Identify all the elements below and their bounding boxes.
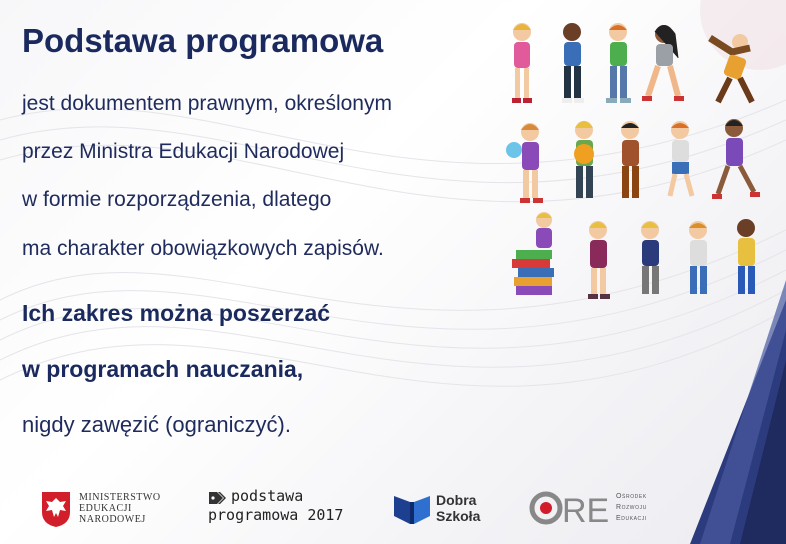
child-figure: [621, 121, 639, 198]
ministry-name: [79, 492, 161, 525]
ore-subtitle: [616, 491, 647, 524]
body-line-1: jest dokumentem prawnym, określonym: [22, 92, 392, 115]
books-stack: [512, 250, 554, 295]
children-illustration: [500, 18, 780, 310]
child-figure: [562, 23, 584, 103]
slide-title: Podstawa programowa: [22, 22, 384, 59]
child-figure: [642, 25, 684, 101]
child-figure: [574, 121, 594, 198]
emphasis-line-2: w programach nauczania,: [22, 356, 304, 382]
szkola-label: Szkoła: [436, 508, 481, 524]
ore-ring-icon: [528, 488, 610, 528]
polish-eagle-emblem: [40, 490, 72, 528]
ore-subtitle-line: Rozwoju: [616, 504, 647, 511]
emphasis-line-1: Ich zakres można poszerzać: [22, 300, 331, 326]
programowa-label: programowa 2017: [208, 506, 344, 524]
child-figure: [506, 123, 543, 203]
footer-logos: [0, 484, 786, 534]
child-figure: [512, 23, 532, 103]
child-figure: [689, 221, 707, 294]
child-figure: [710, 34, 752, 102]
child-figure: [712, 119, 760, 199]
ministry-name-line: NARODOWEJ: [79, 514, 146, 525]
ministry-name-line: MINISTERSTWO: [79, 492, 161, 503]
child-figure: [670, 121, 692, 196]
open-book-icon: [392, 490, 432, 526]
dobra-label: Dobra: [436, 492, 477, 508]
child-figure: [588, 221, 610, 299]
child-figure: [606, 23, 631, 103]
child-figure: [641, 221, 659, 294]
ore-subtitle-line: Edukacji: [616, 515, 647, 522]
child-figure: [737, 219, 755, 294]
child-figure: [536, 212, 552, 248]
ministry-name-line: EDUKACJI: [79, 503, 132, 514]
ore-subtitle-line: Ośrodek: [616, 493, 647, 500]
ore-wordmark: RE: [562, 492, 610, 528]
dobra-szkola-name: [436, 492, 480, 524]
tag-icon: [208, 490, 228, 506]
body-line-4: ma charakter obowiązkowych zapisów.: [22, 237, 384, 260]
podstawa-label: podstawa: [231, 487, 304, 505]
body-line-3: w formie rozporządzenia, dlatego: [22, 188, 332, 211]
closing-line: nigdy zawęzić (ograniczyć).: [22, 412, 291, 437]
body-line-2: przez Ministra Edukacji Narodowej: [22, 140, 345, 163]
